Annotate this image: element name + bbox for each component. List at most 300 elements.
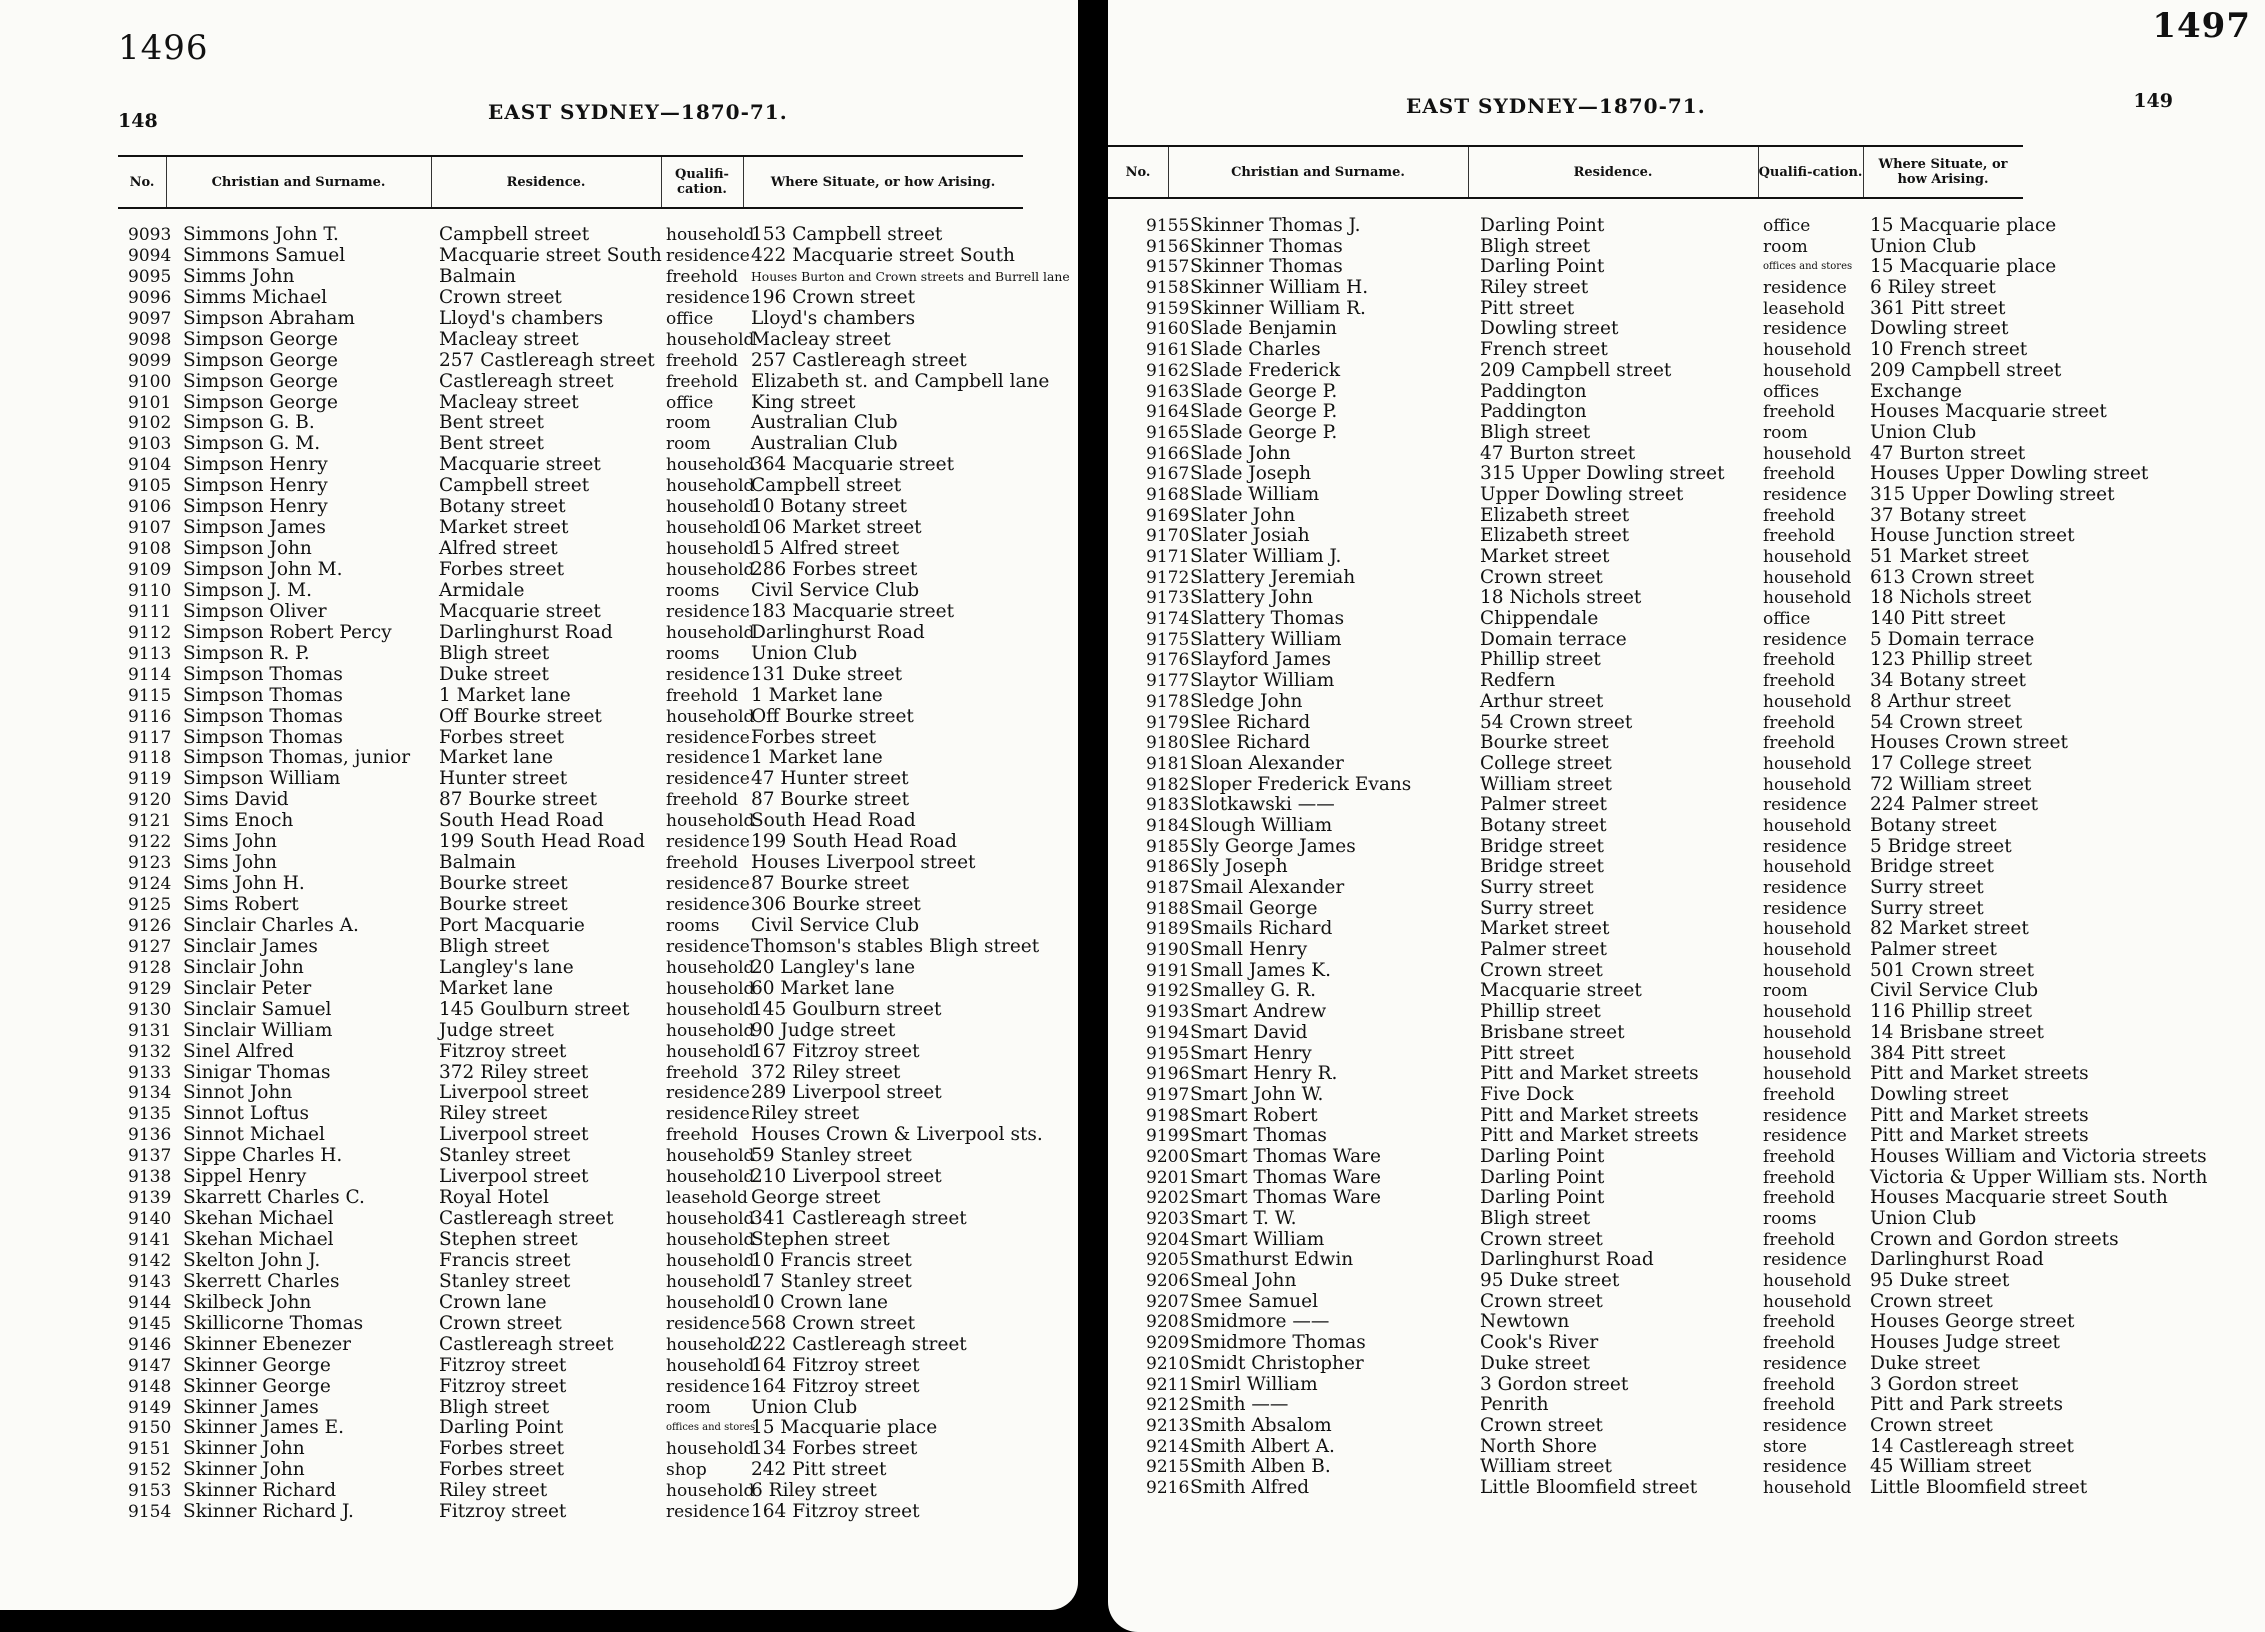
entry-number: 9151 xyxy=(128,1439,172,1460)
where-situate: Crown street xyxy=(1870,1290,1993,1312)
table-row xyxy=(118,1356,1023,1377)
where-situate: Victoria & Upper William sts. North xyxy=(1870,1166,2208,1188)
elector-name: Smart Robert xyxy=(1190,1104,1318,1126)
qualification: residence xyxy=(666,601,750,622)
elector-name: Sinclair John xyxy=(183,956,304,978)
elector-name: Simpson George xyxy=(183,391,338,413)
where-situate: Dowling street xyxy=(1870,1083,2009,1105)
table-row xyxy=(1108,1416,2108,1437)
table-row xyxy=(118,958,1023,979)
entry-number: 9202 xyxy=(1146,1188,1190,1209)
elector-name: Simpson George xyxy=(183,349,338,371)
qualification: freehold xyxy=(1763,712,1836,733)
qualification: household xyxy=(666,811,755,832)
where-situate: 6 Riley street xyxy=(1870,277,1996,299)
where-situate: 95 Duke street xyxy=(1870,1270,2010,1292)
entry-number: 9160 xyxy=(1146,319,1190,340)
elector-name: Sly George James xyxy=(1190,835,1356,857)
elector-name: Skinner Ebenezer xyxy=(183,1333,351,1355)
elector-name: Smart Thomas Ware xyxy=(1190,1145,1381,1167)
residence: Surry street xyxy=(1480,877,1594,898)
qualification: household xyxy=(666,518,755,539)
qualification: household xyxy=(666,1439,755,1460)
qualification: residence xyxy=(666,874,750,895)
residence: Darling Point xyxy=(439,1417,564,1439)
where-situate: Houses Macquarie street xyxy=(1870,401,2107,423)
table-row xyxy=(1108,1064,2108,1085)
page-number: 149 xyxy=(2133,90,2173,112)
where-situate: Civil Service Club xyxy=(751,579,920,601)
qualification: freehold xyxy=(666,853,739,874)
elector-name: Sinnot John xyxy=(183,1082,293,1104)
residence: Campbell street xyxy=(439,475,590,497)
where-situate: 37 Botany street xyxy=(1870,504,2026,526)
elector-name: Sinclair Charles A. xyxy=(183,914,359,936)
residence: Forbes street xyxy=(439,726,565,748)
entry-number: 9179 xyxy=(1146,712,1190,733)
residence: Elizabeth street xyxy=(1480,504,1630,526)
entry-number: 9102 xyxy=(128,413,172,434)
elector-name: Skinner Thomas J. xyxy=(1190,215,1361,236)
header-name: Christian and Surname. xyxy=(166,157,432,207)
where-situate: Houses George street xyxy=(1870,1311,2075,1333)
qualification: freehold xyxy=(1763,526,1836,547)
entry-number: 9146 xyxy=(128,1334,172,1355)
table-row xyxy=(1108,878,2108,899)
qualification: residence xyxy=(666,895,750,915)
elector-name: Smail Alexander xyxy=(1190,877,1345,898)
residence: Crown street xyxy=(1480,566,1603,588)
qualification: room xyxy=(1763,236,1808,257)
table-row xyxy=(118,455,1023,476)
qualification: freehold xyxy=(1763,1333,1836,1354)
residence: Darling Point xyxy=(1480,256,1605,278)
qualification: residence xyxy=(666,664,750,685)
table-row xyxy=(1108,1002,2108,1023)
residence: Bligh street xyxy=(439,1396,550,1418)
residence: 54 Crown street xyxy=(1480,711,1633,733)
where-situate: 51 Market street xyxy=(1870,546,2029,567)
qualification: residence xyxy=(1763,898,1847,919)
where-situate: Crown street xyxy=(1870,1414,1993,1436)
where-situate: Pitt and Market streets xyxy=(1870,1125,2089,1147)
entry-number: 9201 xyxy=(1146,1167,1190,1188)
residence: Lloyd's chambers xyxy=(439,307,604,329)
elector-name: Slade George P. xyxy=(1190,380,1338,402)
entry-number: 9127 xyxy=(128,936,172,957)
elector-name: Simpson Henry xyxy=(183,475,328,497)
qualification: rooms xyxy=(666,580,720,601)
elector-name: Simpson Robert Percy xyxy=(183,621,392,643)
residence: Bligh street xyxy=(439,642,550,664)
residence: Off Bourke street xyxy=(439,705,602,727)
table-row xyxy=(1108,1187,2168,1209)
table-row xyxy=(1108,1395,2108,1416)
qualification: freehold xyxy=(1763,1229,1836,1250)
residence: Bourke street xyxy=(439,894,568,915)
where-situate: 123 Phillip street xyxy=(1870,649,2033,671)
qualification: residence xyxy=(1763,1353,1847,1374)
where-situate: Houses Macquarie street South xyxy=(1870,1187,2168,1209)
entry-number: 9132 xyxy=(128,1041,172,1062)
elector-name: Slough William xyxy=(1190,814,1333,836)
elector-name: Smart Henry xyxy=(1190,1042,1312,1064)
residence: Bligh street xyxy=(439,935,550,957)
qualification: office xyxy=(666,308,714,329)
table-row xyxy=(1108,444,2108,465)
table-row xyxy=(1108,382,2108,403)
where-situate: 164 Fitzroy street xyxy=(751,1354,920,1376)
qualification: residence xyxy=(666,936,750,957)
qualification: household xyxy=(666,1230,755,1250)
elector-name: Simmons Samuel xyxy=(183,244,346,266)
where-situate: Thomson's stables Bligh street xyxy=(751,935,1040,957)
entry-number: 9123 xyxy=(128,853,172,874)
elector-name: Simpson Oliver xyxy=(183,600,327,622)
residence: 1 Market lane xyxy=(439,684,571,706)
elector-name: Slade Charles xyxy=(1190,339,1321,361)
residence: Campbell street xyxy=(439,224,590,245)
table-row xyxy=(118,707,1023,728)
entry-number: 9121 xyxy=(128,811,172,832)
where-situate: Bridge street xyxy=(1870,856,1994,878)
qualification: room xyxy=(666,1397,711,1418)
residence: Macleay street xyxy=(439,328,579,350)
elector-name: Slattery Thomas xyxy=(1190,608,1345,630)
elector-name: Sinnot Michael xyxy=(183,1124,325,1146)
qualification: household xyxy=(666,1481,755,1502)
elector-name: Smart David xyxy=(1190,1021,1308,1043)
table-row xyxy=(1108,1271,2108,1292)
qualification: household xyxy=(1763,1291,1852,1312)
elector-name: Simpson R. P. xyxy=(183,642,310,664)
table-row xyxy=(1108,733,2108,754)
elector-name: Sinclair William xyxy=(183,1019,333,1041)
table-row xyxy=(118,413,1023,434)
table-row xyxy=(118,265,1070,288)
where-situate: 341 Castlereagh street xyxy=(751,1208,967,1230)
elector-name: Smith Alben B. xyxy=(1190,1456,1331,1478)
qualification: residence xyxy=(666,1502,750,1523)
table-row xyxy=(118,351,1023,372)
table-row xyxy=(118,1124,1043,1146)
table-row xyxy=(118,916,1023,937)
elector-name: Slade Benjamin xyxy=(1190,318,1337,340)
elector-name: Smart Thomas Ware xyxy=(1190,1166,1381,1188)
table-row xyxy=(118,602,1023,623)
elector-name: Small Henry xyxy=(1190,939,1308,961)
elector-name: Slattery William xyxy=(1190,628,1342,650)
qualification: freehold xyxy=(1763,505,1836,526)
residence: Bent street xyxy=(439,433,544,455)
table-row xyxy=(1108,568,2108,589)
residence: Botany street xyxy=(1480,814,1607,836)
table-row xyxy=(118,476,1023,497)
entry-number: 9139 xyxy=(128,1188,172,1209)
where-situate: 199 South Head Road xyxy=(751,831,957,853)
qualification: residence xyxy=(1763,836,1847,857)
residence: Pitt and Market streets xyxy=(1480,1104,1699,1126)
qualification: residence xyxy=(666,1104,750,1125)
residence: Alfred street xyxy=(439,538,558,560)
table-row xyxy=(118,1272,1023,1293)
folio-mark: 1496 xyxy=(118,28,209,68)
table-row xyxy=(118,1104,1023,1125)
entry-number: 9162 xyxy=(1146,360,1190,381)
elector-name: Slotkawski —— xyxy=(1190,794,1335,816)
table-header xyxy=(1108,145,2023,199)
where-situate: 17 Stanley street xyxy=(751,1270,912,1292)
residence: Bridge street xyxy=(1480,856,1604,878)
where-situate: 3 Gordon street xyxy=(1870,1373,2019,1395)
where-situate: 1 Market lane xyxy=(751,747,883,769)
where-situate: 5 Bridge street xyxy=(1870,835,2012,857)
qualification: residence xyxy=(666,769,750,790)
where-situate: 14 Castlereagh street xyxy=(1870,1435,2074,1457)
entry-number: 9212 xyxy=(1146,1395,1190,1416)
table-row xyxy=(118,539,1023,560)
qualification: rooms xyxy=(666,643,720,664)
table-row xyxy=(1108,1375,2108,1396)
where-situate: Houses William and Victoria streets xyxy=(1870,1145,2207,1167)
header-where: Where Situate, or how Arising. xyxy=(770,174,996,190)
qualification: offices and stores xyxy=(666,1422,756,1434)
entry-number: 9101 xyxy=(128,392,172,413)
entry-number: 9177 xyxy=(1146,671,1190,692)
where-situate: 116 Phillip street xyxy=(1870,1001,2033,1023)
residence: Brisbane street xyxy=(1480,1021,1625,1043)
qualification: leasehold xyxy=(1763,298,1845,319)
where-situate: Lloyd's chambers xyxy=(751,307,916,329)
elector-name: Slade John xyxy=(1190,442,1291,464)
where-situate: 72 William street xyxy=(1870,773,2032,795)
where-situate: Civil Service Club xyxy=(1870,980,2039,1002)
qualification: household xyxy=(1763,1271,1852,1292)
elector-name: Sippe Charles H. xyxy=(183,1145,343,1167)
elector-name: Smidmore Thomas xyxy=(1190,1332,1366,1354)
table-row xyxy=(1108,1106,2108,1127)
table-row xyxy=(118,665,1023,686)
elector-name: Smart Thomas xyxy=(1190,1125,1327,1147)
residence: Pitt and Market streets xyxy=(1480,1125,1699,1147)
table-row xyxy=(1108,319,2108,340)
qualification: freehold xyxy=(666,685,739,706)
where-situate: 10 Francis street xyxy=(751,1249,912,1271)
table-row xyxy=(1108,1126,2108,1147)
residence: Bligh street xyxy=(1480,421,1591,443)
entry-number: 9116 xyxy=(128,706,172,727)
elector-name: Smart John W. xyxy=(1190,1083,1324,1105)
elector-name: Smart William xyxy=(1190,1228,1325,1250)
residence: Bligh street xyxy=(1480,1208,1591,1229)
residence: Elizabeth street xyxy=(1480,525,1630,547)
qualification: household xyxy=(1763,360,1852,381)
qualification: household xyxy=(1763,753,1852,774)
residence: Port Macquarie xyxy=(439,914,585,936)
where-situate: 372 Riley street xyxy=(751,1061,901,1083)
table-row xyxy=(1108,1312,2108,1333)
where-situate: Little Bloomfield street xyxy=(1870,1476,2088,1498)
elector-name: Slayford James xyxy=(1190,649,1332,671)
residence: Forbes street xyxy=(439,559,565,580)
qualification: household xyxy=(1763,774,1852,795)
residence: Arthur street xyxy=(1480,690,1604,712)
qualification: room xyxy=(1763,422,1808,443)
where-situate: Palmer street xyxy=(1870,939,1997,961)
table-row xyxy=(118,1293,1023,1314)
entry-number: 9144 xyxy=(128,1292,172,1313)
table-row xyxy=(1108,1333,2108,1354)
elector-name: Smith Alfred xyxy=(1190,1476,1310,1498)
table-row xyxy=(1108,775,2108,796)
where-situate: 164 Fitzroy street xyxy=(751,1501,920,1523)
where-situate: 18 Nichols street xyxy=(1870,587,2032,609)
residence: Market street xyxy=(1480,546,1610,567)
where-situate: Houses Burton and Crown streets and Burrell lane xyxy=(751,269,1070,284)
residence: Penrith xyxy=(1480,1394,1549,1416)
elector-name: Skinner George xyxy=(183,1354,331,1376)
where-situate: 15 Macquarie place xyxy=(751,1417,938,1439)
residence: Forbes street xyxy=(439,1459,565,1481)
elector-name: Skinner Thomas xyxy=(1190,256,1343,278)
qualification: rooms xyxy=(666,915,720,936)
elector-name: Simpson Thomas xyxy=(183,663,343,685)
residence: Macquarie street South xyxy=(439,244,662,266)
entry-number: 9193 xyxy=(1146,1002,1190,1023)
folio-mark: 1497 xyxy=(2152,6,2251,46)
qualification: household xyxy=(666,1250,755,1271)
residence: South Head Road xyxy=(439,810,604,832)
elector-name: Smith Albert A. xyxy=(1190,1435,1335,1457)
elector-name: Smith Absalom xyxy=(1190,1414,1332,1436)
residence: Darling Point xyxy=(1480,1187,1605,1209)
where-situate: Macleay street xyxy=(751,328,891,350)
table-row xyxy=(1108,1250,2108,1271)
table-row xyxy=(1108,816,2108,837)
where-situate: Union Club xyxy=(1870,421,1977,443)
entry-number: 9181 xyxy=(1146,753,1190,774)
where-situate: Houses Crown & Liverpool sts. xyxy=(751,1124,1043,1146)
qualification: freehold xyxy=(1763,1146,1836,1167)
table-row xyxy=(1108,650,2108,671)
entry-number: 9196 xyxy=(1146,1064,1190,1085)
qualification: household xyxy=(666,539,755,560)
table-row xyxy=(1108,526,2108,547)
where-situate: Houses Crown street xyxy=(1870,732,2068,754)
where-situate: 242 Pitt street xyxy=(751,1459,887,1481)
elector-name: Skinner John xyxy=(183,1459,305,1481)
where-situate: Surry street xyxy=(1870,877,1984,898)
where-situate: Australian Club xyxy=(751,433,898,455)
qualification: household xyxy=(666,560,755,580)
where-situate: Pitt and Market streets xyxy=(1870,1104,2089,1126)
where-situate: Darlinghurst Road xyxy=(751,621,925,643)
where-situate: Dowling street xyxy=(1870,318,2009,340)
qualification: household xyxy=(666,1355,755,1376)
table-row xyxy=(1108,1209,2108,1230)
where-situate: 90 Judge street xyxy=(751,1019,896,1041)
residence: Crown street xyxy=(439,1312,562,1334)
table-row xyxy=(1108,257,2108,278)
where-situate: 257 Castlereagh street xyxy=(751,349,967,371)
elector-name: Simpson Thomas xyxy=(183,684,343,706)
entry-number: 9117 xyxy=(128,727,172,748)
table-row xyxy=(1108,278,2108,299)
where-situate: 10 French street xyxy=(1870,339,2028,361)
entry-number: 9195 xyxy=(1146,1043,1190,1064)
where-situate: 153 Campbell street xyxy=(751,224,943,245)
entry-number: 9194 xyxy=(1146,1022,1190,1043)
table-row xyxy=(1108,609,2108,630)
where-situate: 306 Bourke street xyxy=(751,894,921,915)
where-situate: Pitt and Park streets xyxy=(1870,1394,2063,1416)
right-page xyxy=(1108,0,2265,1632)
entry-number: 9205 xyxy=(1146,1250,1190,1271)
table-row xyxy=(1108,483,2115,506)
elector-name: Slade Joseph xyxy=(1190,463,1312,485)
entry-number: 9163 xyxy=(1146,381,1190,402)
where-situate: Surry street xyxy=(1870,897,1984,919)
entry-number: 9099 xyxy=(128,350,172,371)
entry-number: 9094 xyxy=(128,245,172,266)
table-row xyxy=(1108,1292,2108,1313)
elector-name: Simmons John T. xyxy=(183,224,339,245)
table-row xyxy=(118,769,1023,790)
qualification: freehold xyxy=(1763,650,1836,671)
entry-number: 9095 xyxy=(128,266,172,287)
where-situate: Elizabeth st. and Campbell lane xyxy=(751,370,1050,392)
elector-name: Simpson John M. xyxy=(183,559,343,580)
residence: North Shore xyxy=(1480,1435,1597,1457)
qualification: offices and stores xyxy=(1763,261,1853,273)
residence: Domain terrace xyxy=(1480,628,1627,650)
elector-name: Smirl William xyxy=(1190,1373,1318,1395)
left-page xyxy=(0,0,1078,1610)
qualification: household xyxy=(1763,1064,1852,1085)
residence: Pitt street xyxy=(1480,1042,1575,1064)
entry-number: 9210 xyxy=(1146,1353,1190,1374)
residence: 47 Burton street xyxy=(1480,442,1636,464)
residence: Darlinghurst Road xyxy=(1480,1249,1654,1271)
residence: Langley's lane xyxy=(439,956,574,978)
elector-name: Smart Andrew xyxy=(1190,1001,1327,1023)
qualification: residence xyxy=(1763,278,1847,299)
entry-number: 9191 xyxy=(1146,960,1190,981)
table-row xyxy=(1108,1145,2207,1168)
residence: Castlereagh street xyxy=(439,370,614,392)
where-situate: 15 Macquarie place xyxy=(1870,215,2057,236)
residence: College street xyxy=(1480,752,1612,774)
qualification: room xyxy=(666,413,711,434)
entry-number: 9100 xyxy=(128,371,172,392)
elector-name: Sims John H. xyxy=(183,873,305,895)
elector-name: Smee Samuel xyxy=(1190,1290,1319,1312)
table-row xyxy=(118,225,1023,246)
where-situate: 54 Crown street xyxy=(1870,711,2023,733)
entry-number: 9093 xyxy=(128,225,172,245)
entry-number: 9156 xyxy=(1146,236,1190,257)
table-row xyxy=(118,1209,1023,1230)
residence: Surry street xyxy=(1480,897,1594,919)
elector-name: Slater John xyxy=(1190,504,1296,526)
qualification: residence xyxy=(666,287,750,308)
entry-number: 9192 xyxy=(1146,981,1190,1002)
residence: Crown street xyxy=(439,286,562,308)
table-row xyxy=(118,1230,1023,1251)
table-row xyxy=(118,1042,1023,1063)
where-situate: Union Club xyxy=(1870,235,1977,257)
elector-name: Slade Frederick xyxy=(1190,359,1341,381)
